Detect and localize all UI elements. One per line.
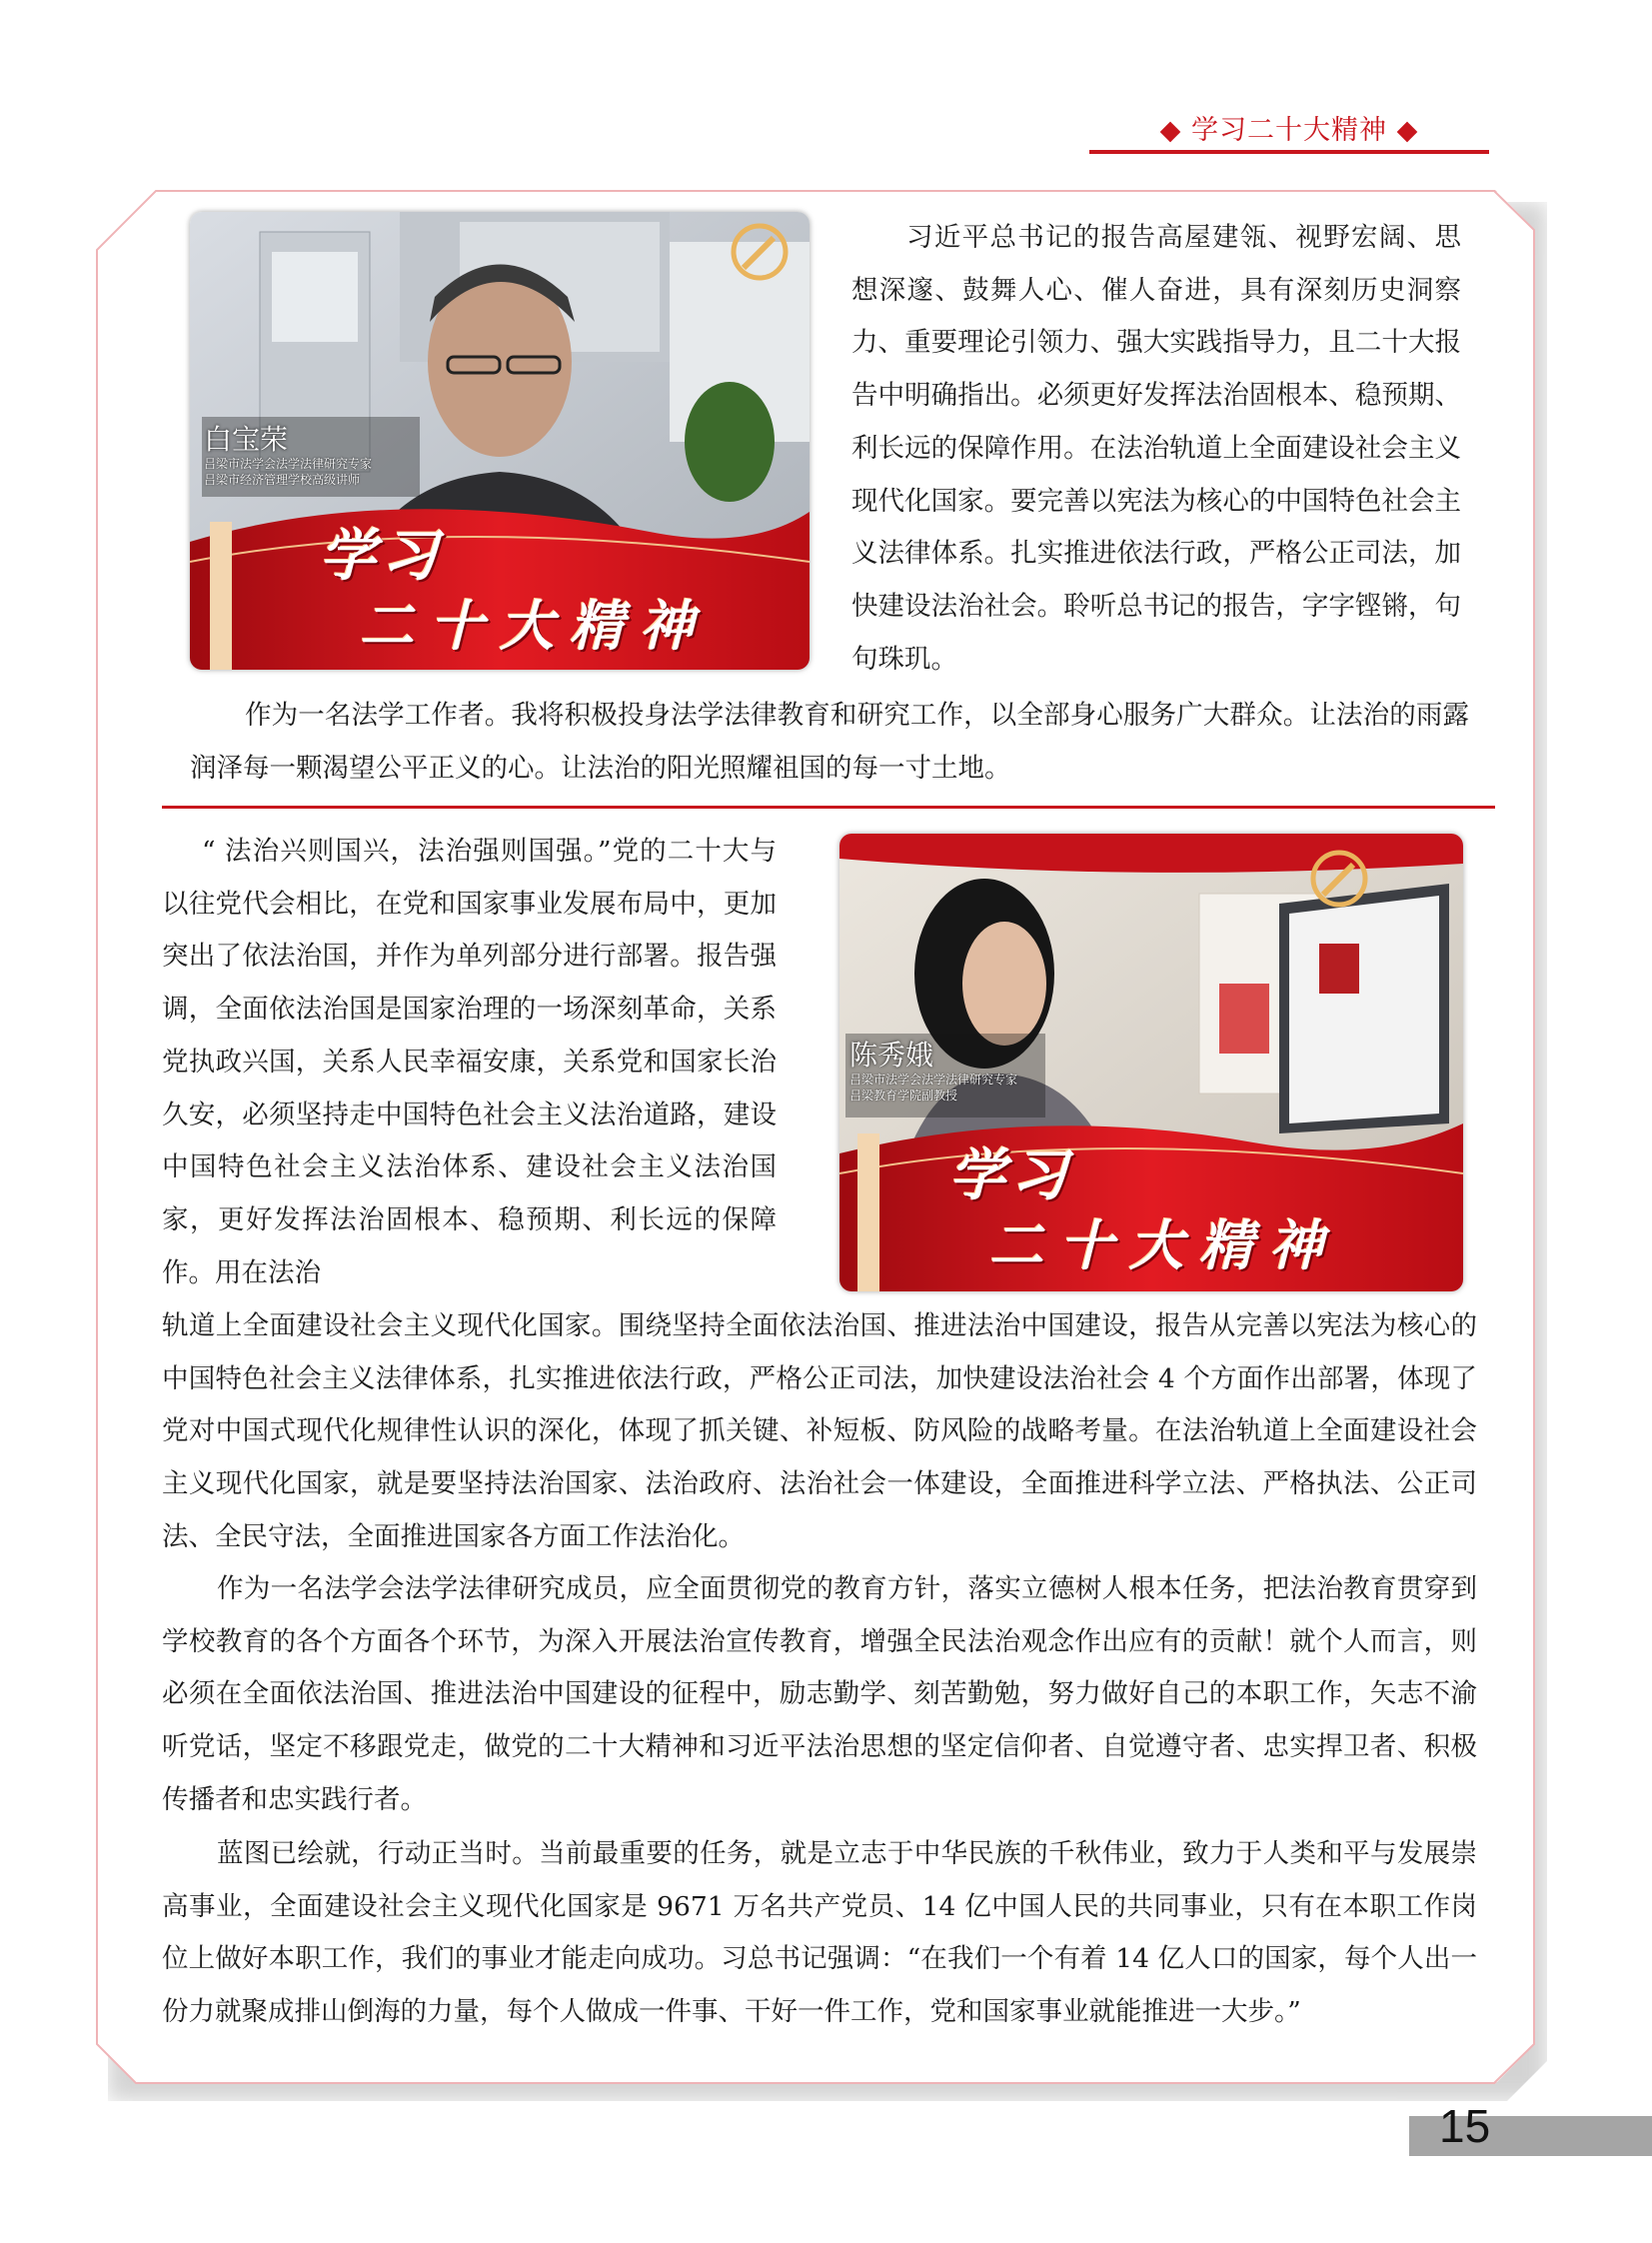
photo-banner-line1: 学习: [320, 523, 444, 589]
photo-banner-line1: 学习: [949, 1142, 1073, 1208]
section-divider: [162, 806, 1495, 809]
photo-caption-name: 陈秀娥: [849, 1039, 934, 1072]
photo-caption-line: 吕梁教育学院副教授: [849, 1089, 958, 1103]
photo-bai-baorong: [190, 212, 810, 670]
article-paragraph: 作为一名法学工作者。我将积极投身法学法律教育和研究工作，以全部身心服务广大群众。让法治的雨露润泽每一颗渴望公平正义的心。让法治的阳光照耀祖国的每一寸土地。: [190, 700, 1469, 784]
photo-caption-line: 吕梁市法学会法学法律研究专家: [204, 457, 373, 471]
article-paragraph: 蓝图已绘就，行动正当时。当前最重要的任务，就是立志于中华民族的千秋伟业，致力于人类和平与发展崇高事业，全面建设社会主义现代化国家是 9671 万名共产党员、14 亿中国人民的共同事业，只有在本职工作岗位上做好本职工作，我们的事业才能走向成功。习总书记强调：“在我们一个有着 14 亿人口的国家，每个人出一份力就聚成排山倒海的力量，每个人做成一件事、干好一件工作，党和国家事业就能推进一大步。”: [162, 1838, 1477, 2028]
article-paragraph: “ 法治兴则国兴，法治强则国强。”党的二十大与以往党代会相比，在党和国家事业发展布局中，更加突出了依法治国，并作为单列部分进行部署。报告强调，全面依法治国是国家治理的一场深刻革命，关系党执政兴国，关系人民幸福安康，关系党和国家长治久安，必须坚持走中国特色社会主义法治道路，建设中国特色社会主义法治体系、建设社会主义法治国家，更好发挥法治固根本、稳预期、利长远的保障作。用在法治: [162, 836, 777, 1288]
article-paragraph-continued: 轨道上全面建设社会主义现代化国家。围绕坚持全面依法治国、推进法治中国建设，报告从完善以宪法为核心的中国特色社会主义法律体系，扎实推进依法行政，严格公正司法，加快建设法治社会 4 个方面作出部署，体现了党对中国式现代化规律性认识的深化，体现了抓关键、补短板、防风险的战略考量。在法治轨道上全面建设社会主义现代化国家，就是要坚持法治国家、法治政府、法治社会一体建设，全面推进科学立法、严格执法、公正司法、全民守法，全面推进国家各方面工作法治化。: [162, 1310, 1477, 1552]
article-paragraph: 作为一名法学会法学法律研究成员，应全面贯彻党的教育方针，落实立德树人根本任务，把法治教育贯穿到学校教育的各个方面各个环节，为深入开展法治宣传教育，增强全民法治观念作出应有的贡献！就个人而言，则必须在全面依法治国、推进法治中国建设的征程中，励志勤学、刻苦勤勉，努力做好自己的本职工作，矢志不渝听党话，坚定不移跟党走，做党的二十大精神和习近平法治思想的坚定信仰者、自觉遵守者、忠实捍卫者、积极传播者和忠实践行者。: [162, 1573, 1477, 1815]
section-title: ◆ 学习二十大精神 ◆: [1159, 115, 1419, 146]
photo-caption-line: 吕梁市法学会法学法律研究专家: [849, 1073, 1018, 1087]
article-paragraph: 习近平总书记的报告高屋建瓴、视野宏阔、思想深邃、鼓舞人心、催人奋进，具有深刻历史洞察力、重要理论引领力、强大实践指导力，且二十大报告中明确指出。必须更好发挥法治固根本、稳预期、利长远的保障作用。在法治轨道上全面建设社会主义现代化国家。要完善以宪法为核心的中国特色社会主义法律体系。扎实推进依法行政，严格公正司法，加快建设法治社会。聆听总书记的报告，字字铿锵，句句珠玑。: [851, 222, 1461, 675]
photo-caption-line: 吕梁市经济管理学校高级讲师: [204, 473, 361, 487]
page-number: 15: [1439, 2100, 1491, 2152]
photo-banner-line2: 二十大精神: [989, 1213, 1339, 1277]
photo-caption-name: 白宝荣: [204, 423, 289, 456]
header-underline: [1089, 150, 1489, 154]
photo-banner-line2: 二十大精神: [360, 594, 710, 658]
section-header: [1089, 104, 1489, 154]
photo-chen-xiue: [839, 834, 1463, 1291]
